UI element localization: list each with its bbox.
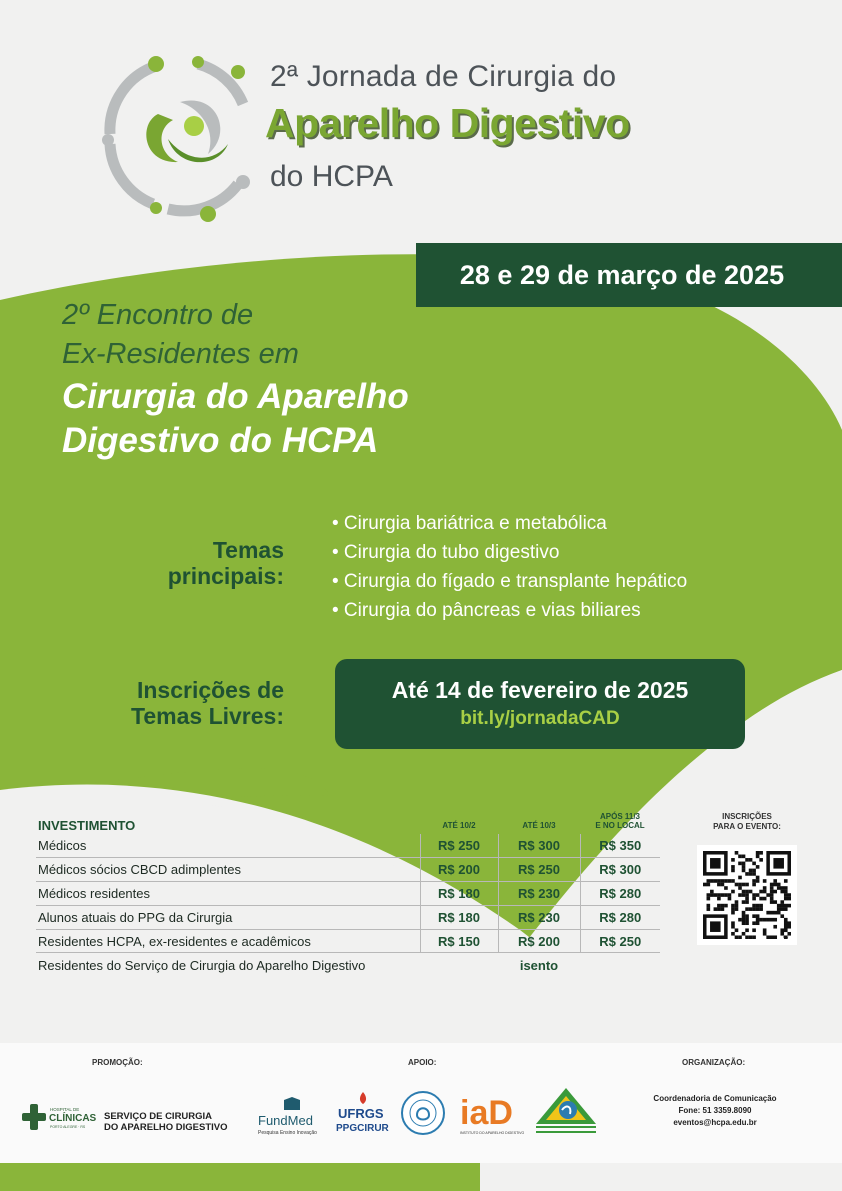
qr-module (735, 900, 739, 904)
qr-module (787, 893, 791, 897)
qr-module (756, 921, 760, 925)
table-row (36, 858, 660, 882)
qr-module (738, 893, 742, 897)
qr-module (710, 879, 714, 883)
qr-module (707, 893, 711, 897)
qr-module (780, 928, 784, 932)
qr-module (763, 890, 767, 894)
qr-module (756, 914, 760, 918)
qr-module (759, 918, 763, 922)
qr-module (738, 862, 742, 866)
qr-label (696, 812, 798, 832)
qr-module (721, 893, 725, 897)
table-row (36, 929, 660, 953)
fundmed-logo (258, 1096, 326, 1143)
qr-module (763, 918, 767, 922)
qr-module (749, 907, 753, 911)
qr-module (752, 872, 756, 876)
qr-module (763, 932, 767, 936)
qr-module (773, 918, 777, 922)
ufrgs-text: UFRGS (338, 1106, 384, 1121)
qr-module (756, 851, 760, 855)
qr-module (745, 918, 749, 922)
qr-module (759, 904, 763, 908)
qr-module (714, 907, 718, 911)
qr-module (738, 883, 742, 887)
qr-module (707, 883, 711, 887)
qr-module (731, 925, 735, 929)
qr-module (770, 918, 774, 922)
qr-module (784, 897, 788, 901)
org-line1: Coordenadoria de Comunicação (653, 1094, 777, 1103)
iad-logo (458, 1090, 524, 1143)
list-item: • Cirurgia do tubo digestivo (332, 542, 560, 563)
qr-module (731, 865, 735, 869)
qr-module (759, 890, 763, 894)
ufrgs-logo (334, 1090, 392, 1143)
qr-module (784, 879, 788, 883)
qr-module (717, 893, 721, 897)
qr-module (731, 890, 735, 894)
qr-module (749, 869, 753, 873)
qr-module (714, 893, 718, 897)
column-header (580, 808, 660, 834)
subtitle (62, 296, 299, 374)
qr-module (742, 890, 746, 894)
qr-module (707, 904, 711, 908)
hcpa-logo-bottom: PORTO ALEGRE · RS (50, 1125, 86, 1129)
qr-module (735, 851, 739, 855)
fundmed-sub: Pesquisa Ensino Inovação (258, 1130, 317, 1136)
list-item: • Cirurgia do fígado e transplante hepático (332, 571, 688, 592)
qr-module (717, 904, 721, 908)
price-cell: R$ 230 (498, 882, 580, 906)
qr-module (773, 890, 777, 894)
org-email[interactable]: eventos@hcpa.edu.br (673, 1118, 757, 1127)
price-cell (420, 953, 498, 977)
price-cell: R$ 150 (420, 929, 498, 953)
qr-module (787, 921, 791, 925)
qr-module (738, 886, 742, 890)
qr-module (780, 886, 784, 890)
qr-module (745, 928, 749, 932)
qr-module (721, 907, 725, 911)
qr-module (756, 904, 760, 908)
qr-module (745, 897, 749, 901)
price-cell: R$ 300 (498, 834, 580, 858)
price-cell: R$ 200 (498, 929, 580, 953)
qr-module (710, 890, 714, 894)
qr-module (787, 925, 791, 929)
qr-module (745, 872, 749, 876)
row-label: Médicos sócios CBCD adimplentes (36, 858, 420, 882)
servico-line2: DO APARELHO DIGESTIVO (104, 1122, 228, 1133)
qr-module (717, 883, 721, 887)
qr-module (752, 897, 756, 901)
qr-module (749, 858, 753, 862)
qr-module (770, 911, 774, 915)
hcpa-logo-top: HOSPITAL DE (50, 1107, 80, 1112)
qr-module (752, 904, 756, 908)
qr-module (745, 890, 749, 894)
qr-module (773, 900, 777, 904)
qr-module (756, 918, 760, 922)
qr-module (703, 883, 707, 887)
table-header-row (36, 808, 660, 834)
qr-module (731, 921, 735, 925)
qr-module (714, 879, 718, 883)
qr-module (721, 883, 725, 887)
qr-module (784, 918, 788, 922)
qr-module (777, 883, 781, 887)
qr-module (770, 886, 774, 890)
qr-module (728, 893, 732, 897)
price-cell: R$ 200 (420, 858, 498, 882)
qr-module (745, 858, 749, 862)
qr-module (766, 911, 770, 915)
row-label: Médicos residentes (36, 882, 420, 906)
inscricoes-box (335, 659, 745, 749)
qr-module (759, 907, 763, 911)
qr-module (742, 855, 746, 859)
price-cell: isento (519, 957, 559, 973)
qr-module (742, 932, 746, 936)
qr-module (717, 897, 721, 901)
qr-module (721, 879, 725, 883)
qr-module (724, 886, 728, 890)
qr-module (784, 907, 788, 911)
qr-module (770, 900, 774, 904)
inscricoes-link[interactable]: bit.ly/jornadaCAD (460, 708, 620, 729)
temas-list (332, 509, 687, 625)
price-cell: R$ 350 (580, 834, 660, 858)
qr-module (742, 921, 746, 925)
qr-module (756, 907, 760, 911)
qr-module (728, 879, 732, 883)
qr-code-graphic (703, 851, 791, 939)
qr-module (770, 890, 774, 894)
qr-module (721, 904, 725, 908)
fundmed-text: FundMed (258, 1113, 313, 1128)
qr-module (770, 935, 774, 939)
qr-module (784, 893, 788, 897)
qr-label-line1: INSCRIÇÕES (722, 812, 772, 821)
qr-module (784, 890, 788, 894)
row-label: Residentes do Serviço de Cirurgia do Aparelho Digestivo (38, 957, 366, 973)
qr-module (728, 897, 732, 901)
qr-module (777, 886, 781, 890)
main-title (62, 375, 409, 463)
qr-module (731, 879, 735, 883)
price-cell: R$ 250 (580, 929, 660, 953)
cbcd-logo (532, 1084, 600, 1145)
qr-module (752, 921, 756, 925)
qr-module (724, 904, 728, 908)
qr-module (710, 893, 714, 897)
qr-module (763, 897, 767, 901)
qr-module (756, 893, 760, 897)
price-cell: R$ 250 (420, 834, 498, 858)
table-row (36, 882, 660, 906)
qr-module (731, 904, 735, 908)
qr-module (780, 890, 784, 894)
qr-module (742, 918, 746, 922)
qr-module (749, 935, 753, 939)
date-text: 28 e 29 de março de 2025 (459, 259, 785, 290)
qr-module (742, 914, 746, 918)
temas-label-line1: Temas (212, 537, 284, 563)
qr-module (738, 855, 742, 859)
qr-module (724, 879, 728, 883)
qr-module (773, 911, 777, 915)
price-cell: R$ 300 (580, 858, 660, 882)
qr-module (763, 928, 767, 932)
qr-module (773, 883, 777, 887)
qr-module (773, 879, 777, 883)
qr-module (731, 869, 735, 873)
qr-module (735, 883, 739, 887)
qr-module (738, 918, 742, 922)
qr-module (742, 865, 746, 869)
qr-module (766, 918, 770, 922)
event-logo (98, 44, 258, 224)
price-cell: R$ 180 (420, 882, 498, 906)
inscricoes-label-line1: Inscrições de (136, 677, 284, 703)
qr-module (752, 883, 756, 887)
qr-module (749, 872, 753, 876)
qr-module (784, 904, 788, 908)
qr-module (745, 893, 749, 897)
qr-module (759, 858, 763, 862)
iad-text: iaD (460, 1094, 513, 1132)
qr-module (777, 911, 781, 915)
qr-module (735, 935, 739, 939)
price-cell: R$ 180 (420, 905, 498, 929)
qr-module (752, 914, 756, 918)
table-row (36, 834, 660, 858)
qr-module (707, 907, 711, 911)
qr-module (773, 925, 777, 929)
qr-module (763, 879, 767, 883)
main-title-line1: Cirurgia do Aparelho (62, 377, 409, 416)
qr-finder (710, 921, 721, 932)
qr-module (777, 907, 781, 911)
list-item: • Cirurgia bariátrica e metabólica (332, 513, 607, 534)
qr-module (773, 935, 777, 939)
qr-module (717, 907, 721, 911)
qr-module (707, 897, 711, 901)
qr-module (784, 886, 788, 890)
qr-module (777, 904, 781, 908)
qr-module (731, 858, 735, 862)
temas-label-line2: principais: (167, 563, 284, 589)
price-cell: R$ 230 (498, 905, 580, 929)
qr-module (731, 907, 735, 911)
qr-finder (773, 858, 784, 869)
table-row (36, 905, 660, 929)
qr-module (780, 907, 784, 911)
servico-line1: SERVIÇO DE CIRURGIA (104, 1111, 213, 1122)
qr-module (759, 897, 763, 901)
table-row (36, 953, 660, 977)
price-cell: R$ 250 (498, 858, 580, 882)
qr-module (770, 883, 774, 887)
servico-name (104, 1111, 228, 1133)
qr-module (745, 907, 749, 911)
date-banner (416, 243, 842, 307)
qr-module (745, 935, 749, 939)
column-header: ATÉ 10/2 (442, 821, 476, 830)
row-label: Alunos atuais do PPG da Cirurgia (36, 905, 420, 929)
apoio-label: APOIO: (408, 1058, 437, 1067)
qr-module (756, 879, 760, 883)
qr-module (749, 890, 753, 894)
qr-module (787, 897, 791, 901)
qr-module (735, 928, 739, 932)
organizacao-label: ORGANIZAÇÃO: (682, 1058, 746, 1067)
qr-module (763, 886, 767, 890)
qr-module (731, 911, 735, 915)
qr-code[interactable] (697, 845, 797, 945)
qr-module (745, 914, 749, 918)
qr-label-line2: PARA O EVENTO: (713, 822, 781, 831)
price-table (36, 808, 660, 977)
event-title-line1: 2ª Jornada de Cirurgia do (270, 60, 617, 93)
column-header-line2: E NO LOCAL (595, 821, 645, 830)
main-title-line2: Digestivo do HCPA (62, 421, 379, 460)
inscricoes-label (60, 677, 284, 729)
qr-module (784, 921, 788, 925)
qr-module (756, 865, 760, 869)
inscricoes-deadline: Até 14 de fevereiro de 2025 (391, 677, 689, 703)
qr-module (770, 893, 774, 897)
qr-module (738, 876, 742, 880)
qr-module (784, 928, 788, 932)
subtitle-line2: Ex-Residentes em (62, 338, 299, 370)
qr-module (742, 862, 746, 866)
qr-module (752, 928, 756, 932)
qr-module (780, 914, 784, 918)
qr-module (766, 893, 770, 897)
qr-module (742, 869, 746, 873)
qr-module (742, 900, 746, 904)
ppgcirur-text: PPGCIRUR (336, 1123, 389, 1134)
qr-module (752, 893, 756, 897)
event-title-line2: Aparelho Digestivo (265, 100, 630, 146)
price-cell (580, 953, 660, 977)
qr-module (745, 900, 749, 904)
qr-module (752, 907, 756, 911)
qr-module (745, 921, 749, 925)
qr-module (759, 851, 763, 855)
qr-finder (710, 858, 721, 869)
org-phone: Fone: 51 3359.8090 (678, 1106, 752, 1115)
cbcd-seal-logo (400, 1090, 446, 1141)
qr-module (752, 879, 756, 883)
price-cell: R$ 280 (580, 905, 660, 929)
qr-module (780, 900, 784, 904)
qr-module (766, 935, 770, 939)
hcpa-logo (22, 1102, 98, 1137)
qr-module (717, 879, 721, 883)
subtitle-line1: 2º Encontro de (62, 299, 254, 331)
inscricoes-label-line2: Temas Livres: (131, 703, 284, 729)
qr-module (752, 869, 756, 873)
promocao-label: PROMOÇÃO: (92, 1058, 143, 1067)
qr-module (742, 893, 746, 897)
qr-module (787, 904, 791, 908)
qr-module (784, 925, 788, 929)
row-label: Médicos (36, 834, 420, 858)
qr-module (752, 862, 756, 866)
qr-module (742, 911, 746, 915)
temas-label (100, 537, 284, 589)
qr-module (738, 935, 742, 939)
column-header-line1: APÓS 11/3 (599, 812, 641, 821)
qr-module (735, 904, 739, 908)
qr-module (735, 907, 739, 911)
column-header: ATÉ 10/3 (522, 821, 556, 830)
qr-module (756, 855, 760, 859)
qr-module (707, 879, 711, 883)
qr-module (756, 876, 760, 880)
qr-module (742, 883, 746, 887)
list-item: • Cirurgia do pâncreas e vias biliares (332, 600, 641, 621)
organizacao-contact (640, 1093, 790, 1129)
event-title-line3: do HCPA (270, 160, 393, 193)
qr-module (724, 893, 728, 897)
qr-module (770, 897, 774, 901)
iad-sub: INSTITUTO DO APARELHO DIGESTIVO (460, 1131, 524, 1135)
qr-module (780, 904, 784, 908)
qr-module (752, 935, 756, 939)
investimento-title: INVESTIMENTO (38, 818, 136, 833)
price-cell: R$ 280 (580, 882, 660, 906)
qr-module (745, 883, 749, 887)
hcpa-logo-text: CLÍNICAS (49, 1113, 97, 1124)
qr-caption: bitly (783, 935, 789, 939)
row-label: Residentes HCPA, ex-residentes e acadêmicos (36, 929, 420, 953)
qr-module (731, 932, 735, 936)
